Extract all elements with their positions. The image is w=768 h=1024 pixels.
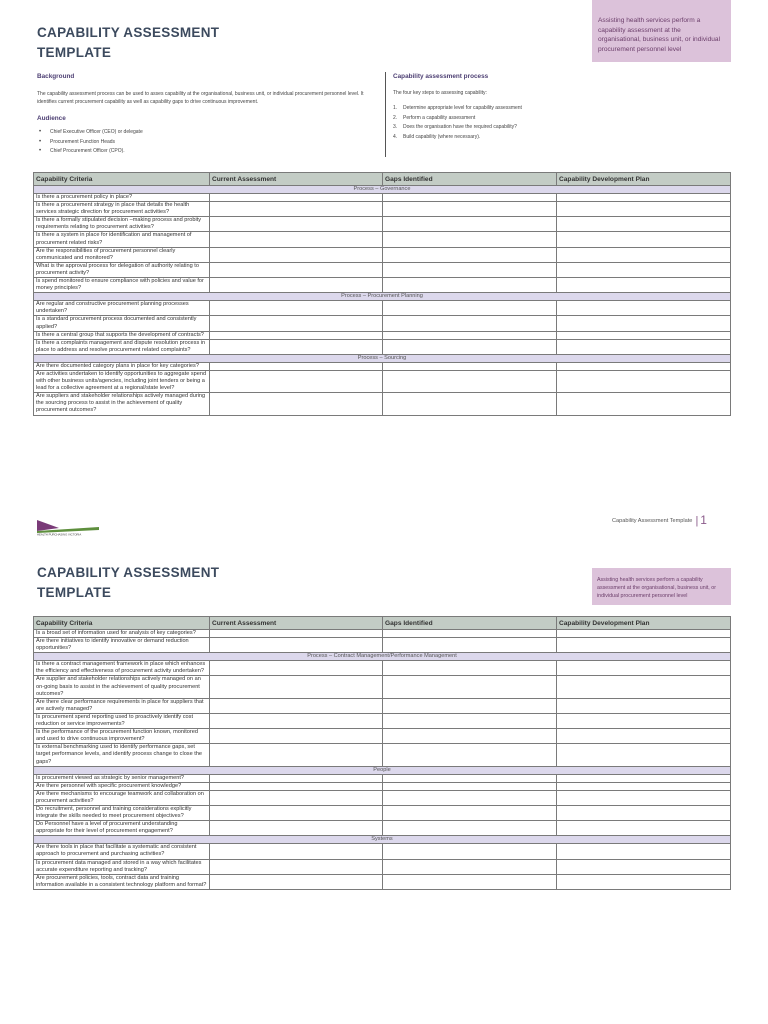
table-row: [34, 661, 731, 676]
development-plan-cell[interactable]: [557, 713, 731, 728]
gaps-identified-cell[interactable]: [383, 232, 557, 247]
current-assessment-cell[interactable]: [210, 729, 383, 744]
development-plan-cell[interactable]: [557, 362, 731, 370]
criteria-cell: Are regular and constructive procurement planning processes undertaken?: [34, 301, 210, 316]
section-header-row: [34, 186, 731, 194]
criteria-cell: Is there a system in place for identification and management of procurement related risks?: [34, 232, 210, 247]
development-plan-cell[interactable]: [557, 393, 731, 415]
header-current-assessment: Current Assessment: [210, 173, 383, 186]
table-row: [34, 630, 731, 638]
process-step: 3. Does the organisation have the required capability?: [393, 124, 517, 131]
gaps-identified-cell[interactable]: [383, 393, 557, 415]
table-row: [34, 874, 731, 889]
development-plan-cell[interactable]: [557, 331, 731, 339]
development-plan-cell[interactable]: [557, 729, 731, 744]
footer-label: Capability Assessment Template: [612, 518, 693, 524]
gaps-identified-cell[interactable]: [383, 874, 557, 889]
current-assessment-cell[interactable]: [210, 247, 383, 262]
development-plan-cell[interactable]: [557, 790, 731, 805]
gaps-identified-cell[interactable]: [383, 782, 557, 790]
table-row: [34, 744, 731, 766]
criteria-cell: Is there a procurement strategy in place that details the health services strategic direction for procurement activities?: [34, 202, 210, 217]
header-gaps-identified: Gaps Identified: [383, 173, 557, 186]
current-assessment-cell[interactable]: [210, 844, 383, 859]
page-title: CAPABILITY ASSESSMENT TEMPLATE: [37, 565, 220, 600]
current-assessment-cell[interactable]: [210, 339, 383, 354]
gaps-identified-cell[interactable]: [383, 638, 557, 653]
table-row: [34, 316, 731, 331]
table-row: [34, 217, 731, 232]
gaps-identified-cell[interactable]: [383, 316, 557, 331]
criteria-cell: Is there a formally stipulated decision –making process and probity requirements relating to procurement activities?: [34, 217, 210, 232]
table-row: [34, 729, 731, 744]
development-plan-cell[interactable]: [557, 844, 731, 859]
development-plan-cell[interactable]: [557, 782, 731, 790]
section-title: Process – Governance: [34, 186, 731, 194]
development-plan-cell[interactable]: [557, 859, 731, 874]
criteria-cell: Is there a procurement policy in place?: [34, 194, 210, 202]
current-assessment-cell[interactable]: [210, 194, 383, 202]
table-row: [34, 247, 731, 262]
section-title: People: [34, 766, 731, 774]
gaps-identified-cell[interactable]: [383, 790, 557, 805]
section-title: Process – Contract Management/Performance Management: [34, 653, 731, 661]
gaps-identified-cell[interactable]: [383, 339, 557, 354]
development-plan-cell[interactable]: [557, 676, 731, 698]
current-assessment-cell[interactable]: [210, 262, 383, 277]
header-development-plan: Capability Development Plan: [557, 173, 731, 186]
audience-item: • Chief Executive Officer (CEO) or delegate: [37, 128, 143, 138]
table-header-row: [34, 173, 731, 186]
gaps-identified-cell[interactable]: [383, 676, 557, 698]
gaps-identified-cell[interactable]: [383, 859, 557, 874]
criteria-cell: Are there personnel with specific procurement knowledge?: [34, 782, 210, 790]
criteria-cell: Is procurement viewed as strategic by senior management?: [34, 774, 210, 782]
background-text: The capability assessment process can be used to asses capability at the organisational, business unit, or individual procurement personnel level. It identifies current procurement capability as well as capability gaps to drive continuous improvement.: [37, 91, 364, 105]
development-plan-cell[interactable]: [557, 821, 731, 836]
table-row: [34, 821, 731, 836]
column-divider: [385, 72, 386, 157]
current-assessment-cell[interactable]: [210, 217, 383, 232]
header-gaps-identified: Gaps Identified: [383, 617, 557, 630]
criteria-cell: Is procurement spend reporting used to proactively identify cost reduction or service improvements?: [34, 713, 210, 728]
current-assessment-cell[interactable]: [210, 661, 383, 676]
development-plan-cell[interactable]: [557, 370, 731, 392]
current-assessment-cell[interactable]: [210, 676, 383, 698]
gaps-identified-cell[interactable]: [383, 217, 557, 232]
capability-table: [33, 616, 731, 890]
table-row: [34, 331, 731, 339]
process-intro: The four key steps to assessing capability:: [393, 90, 487, 96]
criteria-cell: Are there mechanisms to encourage teamwork and collaboration on procurement activities?: [34, 790, 210, 805]
process-step: 4. Build capability (where necessary).: [393, 133, 481, 140]
criteria-cell: Do recruitment, personnel and training considerations explicitly integrate the skills needed to meet procurement objectives?: [34, 805, 210, 820]
current-assessment-cell[interactable]: [210, 859, 383, 874]
gaps-identified-cell[interactable]: [383, 729, 557, 744]
hpv-logo: [37, 518, 99, 536]
gaps-identified-cell[interactable]: [383, 331, 557, 339]
table-row: [34, 859, 731, 874]
table-row: [34, 790, 731, 805]
current-assessment-cell[interactable]: [210, 782, 383, 790]
criteria-cell: Are supplier and stakeholder relationships actively managed on an on-going basis to assist in the achievement of quality procurement outcomes?: [34, 676, 210, 698]
criteria-cell: Is external benchmarking used to identify performance gaps, set target performance levels, and identify process change to close the gaps?: [34, 744, 210, 766]
criteria-cell: Are the responsibilities of procurement personnel clearly communicated and monitored?: [34, 247, 210, 262]
criteria-cell: Do Personnel have a level of procurement understanding appropriate for their level of procurement engagement?: [34, 821, 210, 836]
current-assessment-cell[interactable]: [210, 370, 383, 392]
section-header-row: [34, 354, 731, 362]
current-assessment-cell[interactable]: [210, 805, 383, 820]
current-assessment-cell[interactable]: [210, 874, 383, 889]
callout-box: Assisting health services perform a capability assessment at the organisational, business unit, or individual procurement personnel level: [592, 0, 731, 62]
development-plan-cell[interactable]: [557, 661, 731, 676]
section-header-row: [34, 653, 731, 661]
current-assessment-cell[interactable]: [210, 202, 383, 217]
header-development-plan: Capability Development Plan: [557, 617, 731, 630]
development-plan-cell[interactable]: [557, 262, 731, 277]
process-step: 1. Determine appropriate level for capability assessment: [393, 105, 522, 111]
gaps-identified-cell[interactable]: [383, 301, 557, 316]
section-title: Process – Procurement Planning: [34, 293, 731, 301]
logo-text: HEALTH PURCHASING VICTORIA: [37, 532, 82, 536]
current-assessment-cell[interactable]: [210, 331, 383, 339]
table-row: [34, 202, 731, 217]
current-assessment-cell[interactable]: [210, 232, 383, 247]
table-row: [34, 194, 731, 202]
criteria-cell: Is a standard procurement process documented and consistently applied?: [34, 316, 210, 331]
current-assessment-cell[interactable]: [210, 790, 383, 805]
gaps-identified-cell[interactable]: [383, 362, 557, 370]
table-row: [34, 232, 731, 247]
development-plan-cell[interactable]: [557, 316, 731, 331]
development-plan-cell[interactable]: [557, 774, 731, 782]
gaps-identified-cell[interactable]: [383, 194, 557, 202]
criteria-cell: Are there initiatives to identify innovative or demand reduction opportunities?: [34, 638, 210, 653]
section-header-row: [34, 766, 731, 774]
section-header-row: [34, 836, 731, 844]
background-heading: Background: [37, 73, 75, 80]
development-plan-cell[interactable]: [557, 247, 731, 262]
development-plan-cell[interactable]: [557, 638, 731, 653]
criteria-cell: What is the approval process for delegation of authority relating to procurement activity?: [34, 262, 210, 277]
criteria-cell: Is there a contract management framework in place which enhances the efficiency and effectiveness of procurement activity undertaken?: [34, 661, 210, 676]
table-header-row: [34, 617, 731, 630]
gaps-identified-cell[interactable]: [383, 805, 557, 820]
table-row: [34, 713, 731, 728]
header-capability-criteria: Capability Criteria: [34, 617, 210, 630]
criteria-cell: Are activities undertaken to identify opportunities to aggregate spend with other business units/agencies, including joint tenders or being a lead for a collective agreement at a regional/state level?: [34, 370, 210, 392]
current-assessment-cell[interactable]: [210, 638, 383, 653]
development-plan-cell[interactable]: [557, 278, 731, 293]
development-plan-cell[interactable]: [557, 698, 731, 713]
gaps-identified-cell[interactable]: [383, 262, 557, 277]
development-plan-cell[interactable]: [557, 194, 731, 202]
current-assessment-cell[interactable]: [210, 301, 383, 316]
current-assessment-cell[interactable]: [210, 821, 383, 836]
footer-separator: |: [695, 515, 699, 527]
current-assessment-cell[interactable]: [210, 698, 383, 713]
criteria-cell: Is there a complaints management and dispute resolution process in place to address and resolve procurement related complaints?: [34, 339, 210, 354]
development-plan-cell[interactable]: [557, 874, 731, 889]
criteria-cell: Is the performance of the procurement function known, monitored and used to drive continuous improvement?: [34, 729, 210, 744]
current-assessment-cell[interactable]: [210, 393, 383, 415]
audience-item: • Chief Procurement Officer (CPO).: [37, 147, 143, 157]
current-assessment-cell[interactable]: [210, 316, 383, 331]
current-assessment-cell[interactable]: [210, 362, 383, 370]
development-plan-cell[interactable]: [557, 744, 731, 766]
gaps-identified-cell[interactable]: [383, 713, 557, 728]
gaps-identified-cell[interactable]: [383, 247, 557, 262]
current-assessment-cell[interactable]: [210, 774, 383, 782]
audience-heading: Audience: [37, 115, 66, 122]
section-header-row: [34, 293, 731, 301]
table-row: [34, 782, 731, 790]
criteria-cell: Are suppliers and stakeholder relationships actively managed during the sourcing process to assist in the achievement of quality procurement outcomes?: [34, 393, 210, 415]
criteria-cell: Are there clear performance requirements in place for suppliers that are actively managed?: [34, 698, 210, 713]
development-plan-cell[interactable]: [557, 301, 731, 316]
development-plan-cell[interactable]: [557, 630, 731, 638]
gaps-identified-cell[interactable]: [383, 278, 557, 293]
current-assessment-cell[interactable]: [210, 713, 383, 728]
gaps-identified-cell[interactable]: [383, 661, 557, 676]
table-row: [34, 638, 731, 653]
gaps-identified-cell[interactable]: [383, 202, 557, 217]
page-footer: [612, 513, 707, 527]
criteria-cell: Are there documented category plans in place for key categories?: [34, 362, 210, 370]
table-row: [34, 676, 731, 698]
process-heading: Capability assessment process: [393, 73, 489, 80]
header-capability-criteria: Capability Criteria: [34, 173, 210, 186]
table-row: [34, 370, 731, 392]
table-row: [34, 805, 731, 820]
gaps-identified-cell[interactable]: [383, 821, 557, 836]
gaps-identified-cell[interactable]: [383, 370, 557, 392]
table-row: [34, 774, 731, 782]
gaps-identified-cell[interactable]: [383, 774, 557, 782]
page-2: [0, 545, 768, 1024]
section-title: Process – Sourcing: [34, 354, 731, 362]
callout-box: Assisting health services perform a capability assessment at the organisational, business unit, or individual procurement personnel level: [592, 568, 731, 605]
table-row: [34, 301, 731, 316]
gaps-identified-cell[interactable]: [383, 630, 557, 638]
audience-item: • Procurement Function Heads: [37, 138, 143, 148]
criteria-cell: Is procurement data managed and stored in a way which facilitates accurate expenditure reporting and tracking?: [34, 859, 210, 874]
criteria-cell: Are procurement policies, tools, contract data and training information available in a consistent technology platform and format?: [34, 874, 210, 889]
audience-list: [37, 128, 143, 157]
process-steps: [393, 104, 522, 142]
criteria-cell: Are there tools in place that facilitate a systematic and consistent approach to procurement and purchasing activities?: [34, 844, 210, 859]
table-row: [34, 339, 731, 354]
development-plan-cell[interactable]: [557, 217, 731, 232]
gaps-identified-cell[interactable]: [383, 844, 557, 859]
gaps-identified-cell[interactable]: [383, 698, 557, 713]
criteria-cell: Is there a central group that supports the development of contracts?: [34, 331, 210, 339]
table-row: [34, 362, 731, 370]
gaps-identified-cell[interactable]: [383, 744, 557, 766]
page-number: 1: [700, 513, 707, 527]
development-plan-cell[interactable]: [557, 202, 731, 217]
page-title: CAPABILITY ASSESSMENT TEMPLATE: [37, 25, 220, 60]
table-row: [34, 278, 731, 293]
development-plan-cell[interactable]: [557, 805, 731, 820]
capability-table: [33, 172, 731, 416]
current-assessment-cell[interactable]: [210, 744, 383, 766]
criteria-cell: Is a broad set of information used for analysis of key categories?: [34, 630, 210, 638]
criteria-cell: Is spend monitored to ensure compliance with policies and value for money principles?: [34, 278, 210, 293]
table-row: [34, 393, 731, 415]
table-row: [34, 262, 731, 277]
section-title: Systems: [34, 836, 731, 844]
table-row: [34, 698, 731, 713]
development-plan-cell[interactable]: [557, 339, 731, 354]
process-step: 2. Perform a capability assessment: [393, 114, 476, 121]
header-current-assessment: Current Assessment: [210, 617, 383, 630]
development-plan-cell[interactable]: [557, 232, 731, 247]
current-assessment-cell[interactable]: [210, 278, 383, 293]
table-row: [34, 844, 731, 859]
current-assessment-cell[interactable]: [210, 630, 383, 638]
